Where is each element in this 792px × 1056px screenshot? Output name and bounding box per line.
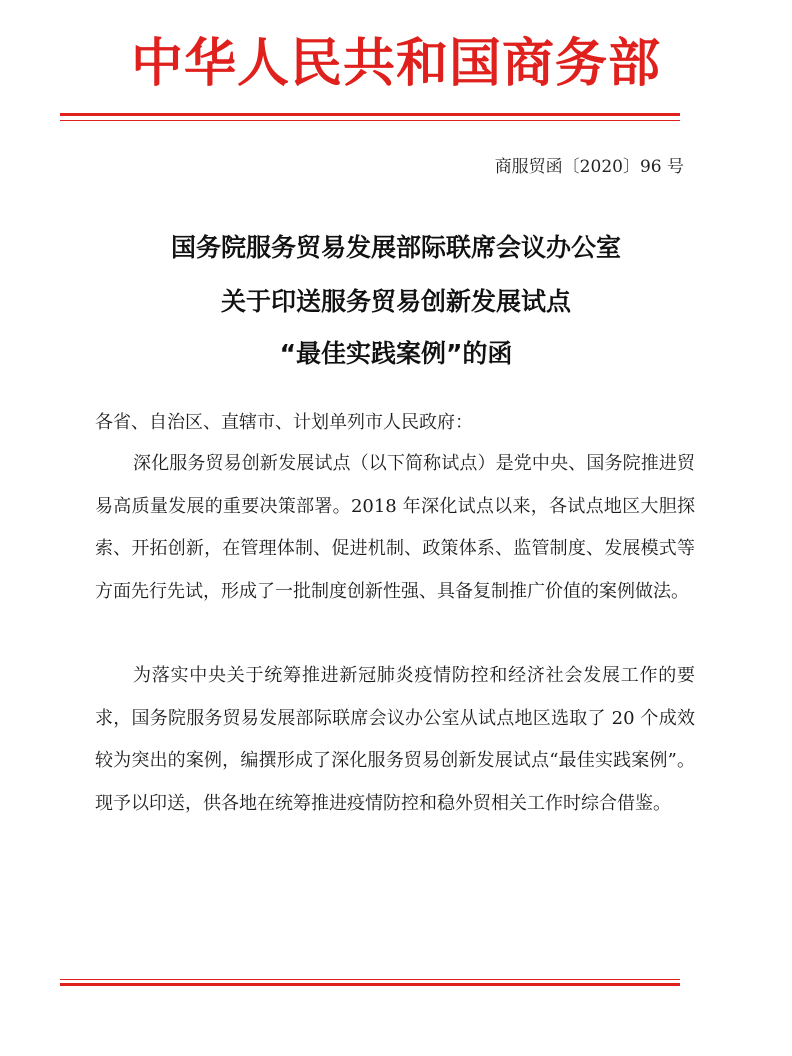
body-paragraph-2: 为落实中央关于统筹推进新冠肺炎疫情防控和经济社会发展工作的要求，国务院服务贸易发展部际联席会议办公室从试点地区选取了 20 个成效较为突出的案例，编撰形成了深化服务贸易创新发展试点“最佳实践案例”。现予以印送，供各地在统筹推进疫情防控和稳外贸相关工作时综合借鉴。: [95, 665, 695, 814]
bottom-red-rule-thick: [60, 983, 680, 986]
top-red-rule-thick: [60, 113, 680, 116]
title-line-3: “最佳实践案例”的函: [279, 339, 513, 368]
body-paragraph-1: 深化服务贸易创新发展试点（以下简称试点）是党中央、国务院推进贸易高质量发展的重要决策部署。2018 年深化试点以来，各试点地区大胆探索、开拓创新，在管理体制、促进机制、政策体系、监管制度、发展模式等方面先行先试，形成了一批制度创新性强、具备复制推广价值的案例做法。: [95, 453, 695, 602]
ministry-masthead: 中华人民共和国商务部: [130, 33, 661, 94]
document-number: 商服贸函〔2020〕96 号: [494, 157, 684, 177]
salutation: 各省、自治区、直辖市、计划单列市人民政府：: [95, 412, 473, 433]
title-line-1: 国务院服务贸易发展部际联席会议办公室: [170, 233, 621, 262]
title-line-2: 关于印送服务贸易创新发展试点: [220, 287, 571, 316]
bottom-red-rule-thin: [60, 979, 680, 980]
top-red-rule-thin: [60, 120, 680, 121]
